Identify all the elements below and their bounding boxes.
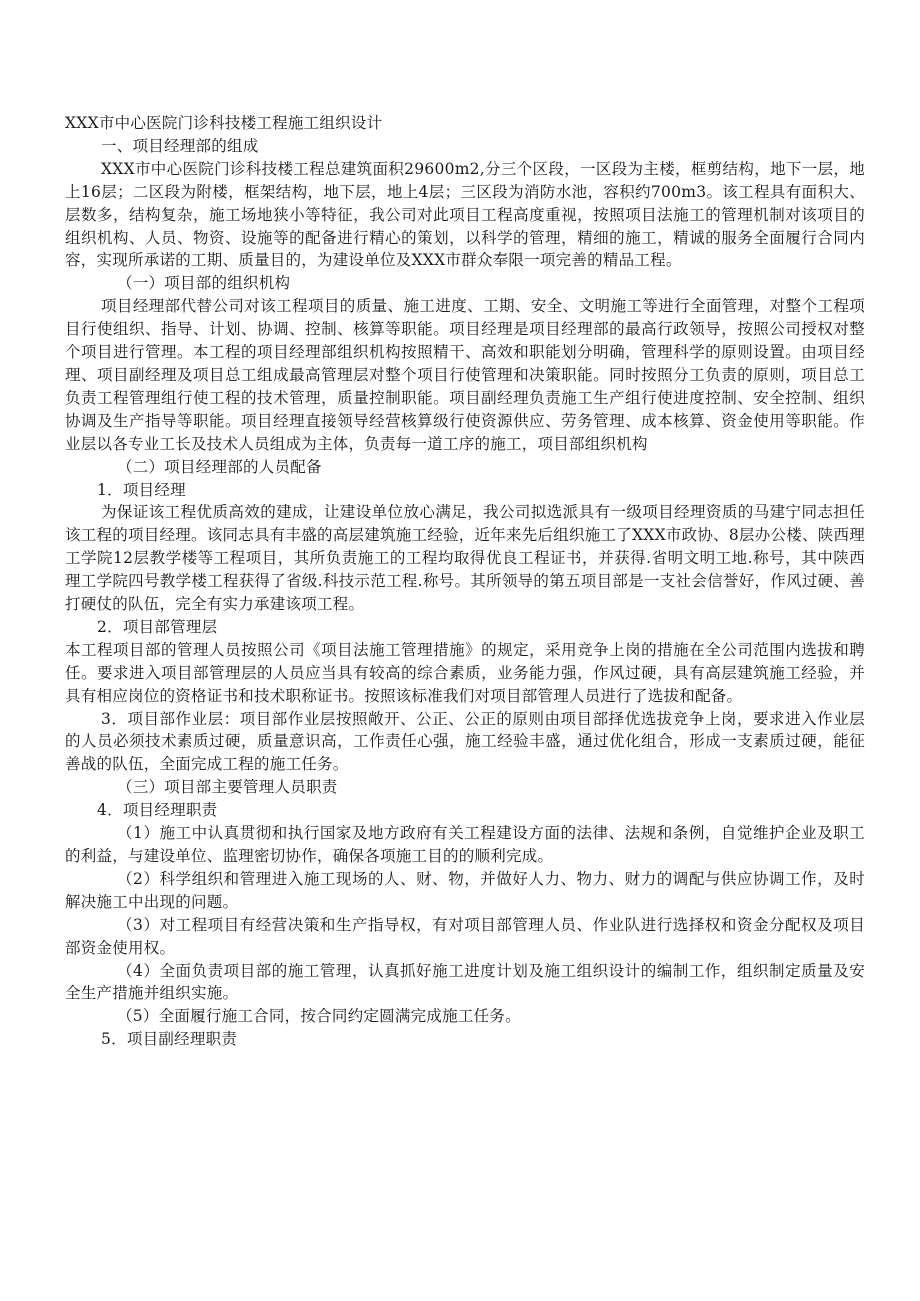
- duty-item-5: （5）全面履行施工合同，按合同约定圆满完成施工任务。: [117, 1007, 521, 1026]
- section-heading-1: 一、项目经理部的组成: [101, 136, 259, 155]
- subsection-heading-responsibilities: （三）项目部主要管理人员职责: [117, 778, 338, 797]
- subsection-heading-staffing: （二）项目经理部的人员配备: [117, 457, 322, 476]
- duty-item-4: （4）全面负责项目部的施工管理，认真抓好施工进度计划及施工组织设计的编制工作，组织制定质量及安全生产措施并组织实施。: [65, 961, 865, 1003]
- paragraph-project-overview: XXX市中心医院门诊科技楼工程总建筑面积29600m2,分三个区段，一区段为主楼，框剪结构，地下一层，地上16层；二区段为附楼，框架结构，地下层，地上4层；三区段为消防水池，容积约700m3。该工程具有面积大、层数多，结构复杂，施工场地狭小等特征，我公司对此项目工程高度重视，按照项目法施工的管理机制对该项目的组织机构、人员、物资、设施等的配备进行精心的策划，以科学的管理，精细的施工，精诚的服务全面履行合同内容，实现所承诺的工期、质量目的，为建设单位及XXX市群众奉限一项完善的精品工程。: [65, 159, 865, 270]
- item-heading-deputy-manager-duties: 5．项目副经理职责: [101, 1030, 238, 1049]
- item-heading-project-manager: 1．项目经理: [97, 480, 186, 499]
- duty-item-3: （3）对工程项目有经营决策和生产指导权，有对项目部管理人员、作业队进行选择权和资金分配权及项目部资金使用权。: [65, 915, 865, 957]
- duty-item-2: （2）科学组织和管理进入施工现场的人、财、物，并做好人力、物力、财力的调配与供应协调工作，及时解决施工中出现的问题。: [65, 869, 865, 911]
- paragraph-management-level: 本工程项目部的管理人员按照公司《项目法施工管理措施》的规定，采用竞争上岗的措施在全公司范围内选拔和聘任。要求进入项目部管理层的人员应当具有较高的综合素质，业务能力强，作风过硬，具有高层建筑施工经验，并具有相应岗位的资格证书和技术职称证书。按照该标准我们对项目部管理人员进行了选拔和配备。: [65, 640, 865, 705]
- paragraph-project-manager: 为保证该工程优质高效的建成，让建设单位放心满足，我公司拟选派具有一级项目经理资质的马建宁同志担任该工程的项目经理。该同志具有丰盛的高层建筑施工经验，近年来先后组织施工了XXX市政协、8层办公楼、陕西理工学院12层教学楼等工程项目，其所负责施工的工程均取得优良工程证书，并获得.省明文明工地.称号，其中陕西理工学院四号教学楼工程获得了省级.科技示范工程.称号。其所领导的第五项目部是一支社会信誉好，作风过硬、善打硬仗的队伍，完全有实力承建该项工程。: [65, 503, 865, 614]
- document-title: XXX市中心医院门诊科技楼工程施工组织设计: [65, 114, 383, 132]
- document-body: [65, 112, 865, 1051]
- subsection-heading-organization: （一）项目部的组织机构: [117, 274, 291, 293]
- paragraph-operation-level: 3．项目部作业层：项目部作业层按照敞开、公正、公正的原则由项目部择优选拔竞争上岗，要求进入作业层的人员必须技术素质过硬，质量意识高，工作责任心强，施工经验丰盛，通过优化组合，形成一支素质过硬，能征善战的队伍，全面完成工程的施工任务。: [65, 709, 865, 774]
- item-heading-manager-duties: 4．项目经理职责: [97, 801, 218, 820]
- duty-item-1: （1）施工中认真贯彻和执行国家及地方政府有关工程建设方面的法律、法规和条例，自觉维护企业及职工的利益，与建设单位、监理密切协作，确保各项施工目的的顺利完成。: [65, 824, 865, 865]
- paragraph-organization: 项目经理部代替公司对该工程项目的质量、施工进度、工期、安全、文明施工等进行全面管理，对整个工程项目行使组织、指导、计划、协调、控制、核算等职能。项目经理是项目经理部的最高行政领导，按照公司授权对整个项目进行管理。本工程的项目经理部组织机构按照精干、高效和职能划分明确，管理科学的原则设置。由项目经理、项目副经理及项目总工组成最高管理层对整个项目行使管理和决策职能。同时按照分工负责的原则，项目总工负责工程管理组行使工程的技术管理，质量控制职能。项目副经理负责施工生产组行使进度控制、安全控制、组织协调及生产指导等职能。项目经理直接领导经营核算级行使资源供应、劳务管理、成本核算、资金使用等职能。作业层以各专业工长及技术人员组成为主体，负责每一道工序的施工，项目部组织机构: [65, 297, 865, 453]
- item-heading-management-level: 2．项目部管理层: [97, 617, 218, 636]
